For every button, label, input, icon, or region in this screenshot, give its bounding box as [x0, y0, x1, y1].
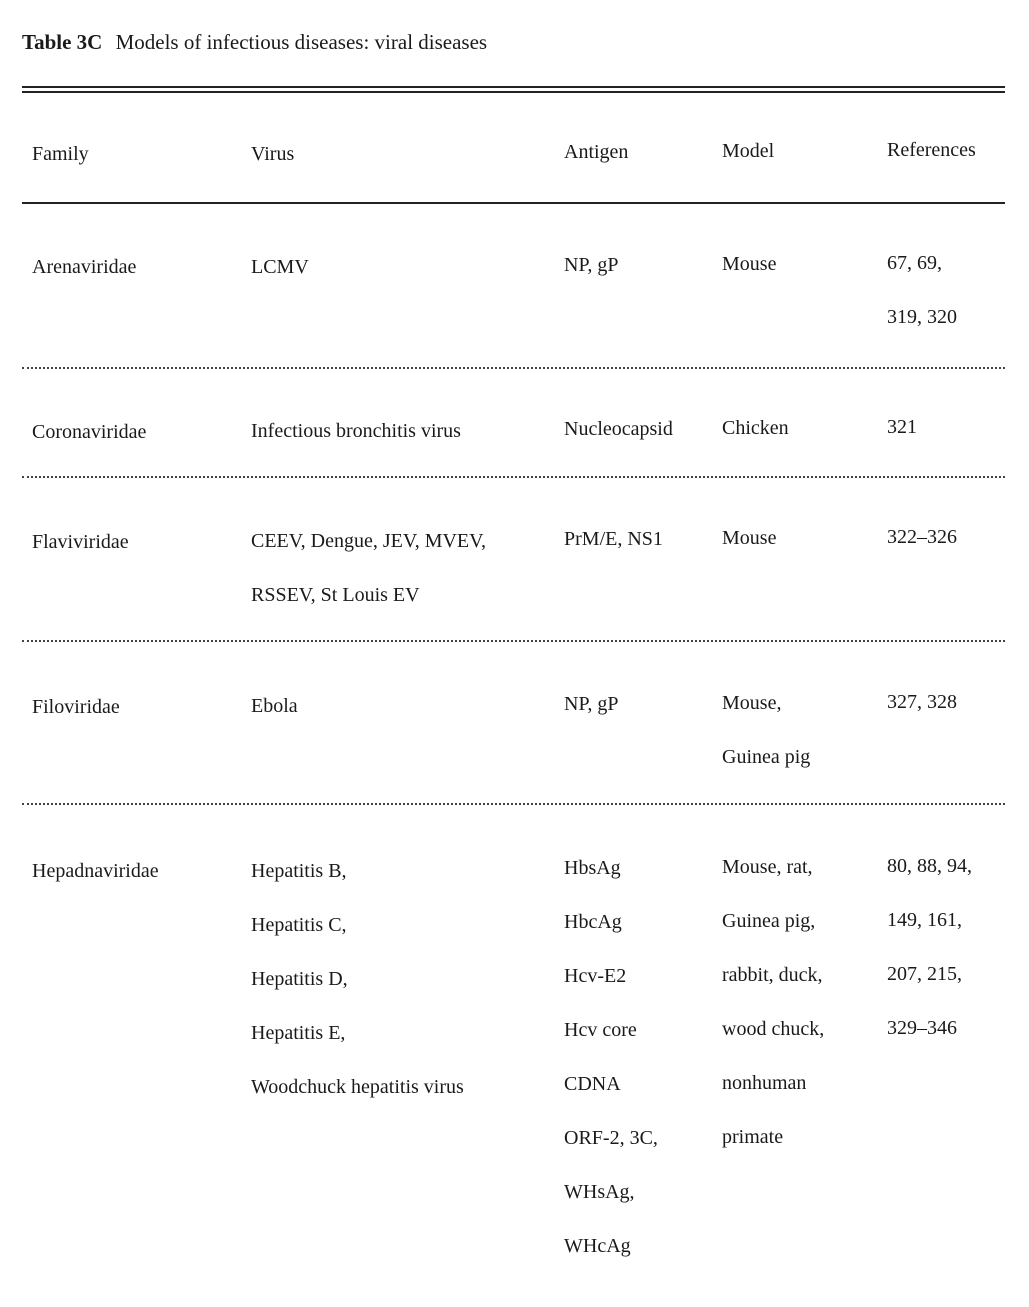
cell-line: Guinea pig: [722, 746, 811, 768]
row-hepadnaviridae-antigen: [564, 853, 658, 1285]
row-coronaviridae-antigen: [564, 414, 673, 468]
cell-line: Hepatitis C,: [251, 914, 347, 936]
row-filoviridae-virus: [251, 691, 298, 745]
cell-line: Arenaviridae: [32, 256, 137, 278]
row-flaviviridae-virus: [251, 526, 486, 634]
row-divider: [22, 476, 1005, 478]
cell-line: Hcv-E2: [564, 965, 627, 987]
cell-line: Guinea pig,: [722, 910, 816, 932]
row-coronaviridae-virus: [251, 416, 461, 470]
cell-line: Mouse: [722, 527, 777, 549]
cell-line: HbcAg: [564, 911, 622, 933]
cell-line: Chicken: [722, 417, 789, 439]
row-coronaviridae-references: [887, 412, 917, 466]
cell-line: Hcv core: [564, 1019, 637, 1041]
row-flaviviridae-references: [887, 522, 957, 576]
cell-line: Woodchuck hepatitis virus: [251, 1076, 464, 1098]
cell-line: 149, 161,: [887, 909, 962, 931]
table-label: Table 3C: [22, 30, 103, 54]
row-hepadnaviridae-model: [722, 852, 824, 1176]
cell-line: HbsAg: [564, 857, 621, 879]
row-filoviridae-family: [32, 692, 120, 746]
table-title: Models of infectious diseases: viral diseases: [115, 30, 488, 54]
row-arenaviridae-model: [722, 249, 776, 303]
cell-line: 80, 88, 94,: [887, 855, 972, 877]
cell-line: Mouse,: [722, 692, 782, 714]
cell-line: wood chuck,: [722, 1018, 825, 1040]
row-arenaviridae-virus: [251, 252, 309, 306]
cell-line: NP, gP: [564, 254, 619, 276]
cell-line: Infectious bronchitis virus: [251, 420, 461, 442]
row-coronaviridae-family: [32, 417, 146, 471]
cell-line: 329–346: [887, 1017, 957, 1039]
cell-line: Hepatitis D,: [251, 968, 348, 990]
row-arenaviridae-family: [32, 252, 136, 306]
cell-line: Mouse: [722, 253, 777, 275]
cell-line: Filoviridae: [32, 696, 120, 718]
cell-line: nonhuman: [722, 1072, 807, 1094]
column-header-model: Model: [722, 140, 775, 162]
cell-line: Mouse, rat,: [722, 856, 813, 878]
cell-line: 67, 69,: [887, 252, 942, 274]
cell-line: PrM/E, NS1: [564, 528, 663, 550]
cell-line: Hepatitis B,: [251, 860, 347, 882]
top-double-rule: [22, 86, 1005, 93]
row-flaviviridae-model: [722, 523, 776, 577]
row-divider: [22, 367, 1005, 369]
cell-line: 207, 215,: [887, 963, 962, 985]
row-divider: [22, 640, 1005, 642]
cell-line: primate: [722, 1126, 784, 1148]
cell-line: WHcAg: [564, 1235, 631, 1257]
header-rule: [22, 202, 1005, 204]
cell-line: CEEV, Dengue, JEV, MVEV,: [251, 530, 487, 552]
cell-line: Nucleocapsid: [564, 418, 673, 440]
cell-line: RSSEV, St Louis EV: [251, 584, 420, 606]
row-flaviviridae-antigen: [564, 524, 663, 578]
cell-line: Coronaviridae: [32, 421, 147, 443]
cell-line: 319, 320: [887, 306, 957, 328]
row-filoviridae-model: [722, 688, 810, 796]
column-header-virus: Virus: [251, 143, 295, 165]
cell-line: CDNA: [564, 1073, 621, 1095]
row-filoviridae-antigen: [564, 689, 618, 743]
cell-line: 321: [887, 416, 917, 438]
table-caption: [22, 30, 487, 55]
row-divider: [22, 803, 1005, 805]
cell-line: Ebola: [251, 695, 298, 717]
row-hepadnaviridae-family: [32, 856, 159, 910]
row-coronaviridae-model: [722, 413, 789, 467]
cell-line: WHsAg,: [564, 1181, 635, 1203]
row-arenaviridae-antigen: [564, 250, 618, 304]
row-arenaviridae-references: [887, 248, 957, 356]
row-flaviviridae-family: [32, 527, 129, 581]
row-hepadnaviridae-references: [887, 851, 972, 1067]
row-hepadnaviridae-virus: [251, 856, 464, 1126]
column-header-family: Family: [32, 143, 89, 165]
cell-line: rabbit, duck,: [722, 964, 823, 986]
cell-line: 322–326: [887, 526, 957, 548]
cell-line: Hepatitis E,: [251, 1022, 346, 1044]
column-header-antigen: Antigen: [564, 141, 629, 163]
column-header-references: References: [887, 139, 976, 161]
cell-line: LCMV: [251, 256, 309, 278]
cell-line: 327, 328: [887, 691, 957, 713]
cell-line: Hepadnaviridae: [32, 860, 159, 882]
cell-line: NP, gP: [564, 693, 619, 715]
row-filoviridae-references: [887, 687, 957, 741]
cell-line: ORF-2, 3C,: [564, 1127, 658, 1149]
cell-line: Flaviviridae: [32, 531, 129, 553]
